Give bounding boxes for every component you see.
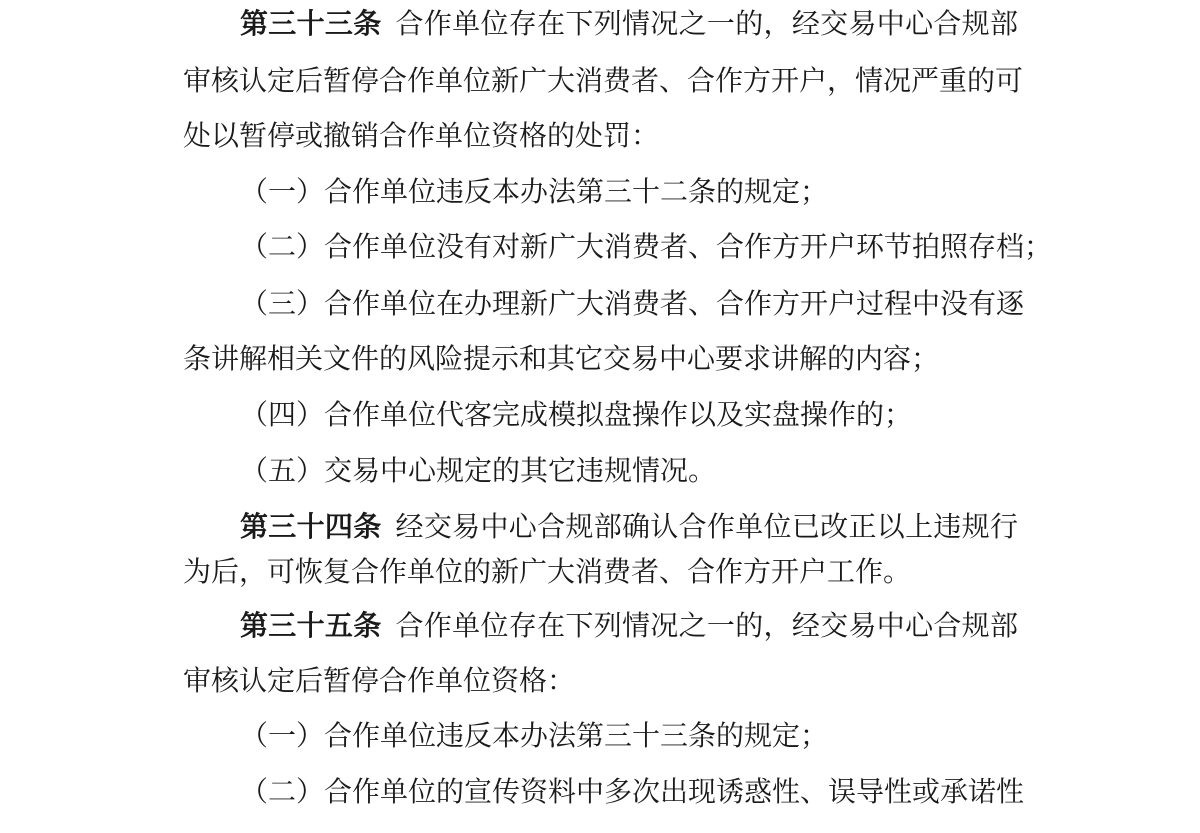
article-33-item-1: （一）合作单位违反本办法第三十二条的规定； — [240, 175, 829, 208]
article-33-line-2: 审核认定后暂停合作单位新广大消费者、合作方开户，情况严重的可 — [183, 64, 1024, 97]
article-33-first-line — [240, 5, 1018, 43]
article-33-item-3-line-1: （三）合作单位在办理新广大消费者、合作方开户过程中没有逐 — [240, 287, 1025, 320]
article-35-line-2: 审核认定后暂停合作单位资格： — [183, 664, 576, 697]
article-33-text: 合作单位存在下列情况之一的，经交易中心合规部 — [395, 7, 1018, 40]
article-33-item-5: （五）交易中心规定的其它违规情况。 — [240, 454, 717, 487]
article-34-first-line — [240, 508, 1018, 546]
article-33-title: 第三十三条 — [240, 7, 382, 40]
article-34-title: 第三十四条 — [240, 510, 382, 543]
article-35-first-line — [240, 607, 1018, 645]
article-35-item-1: （一）合作单位违反本办法第三十三条的规定； — [240, 719, 829, 752]
article-33-line-3: 处以暂停或撤销合作单位资格的处罚： — [183, 119, 660, 152]
article-35-item-2: （二）合作单位的宣传资料中多次出现诱惑性、误导性或承诺性 — [240, 775, 1025, 808]
article-34-line-2: 为后，可恢复合作单位的新广大消费者、合作方开户工作。 — [183, 555, 912, 588]
article-35-title: 第三十五条 — [240, 609, 382, 642]
article-35-text: 合作单位存在下列情况之一的，经交易中心合规部 — [395, 609, 1018, 642]
article-33-item-4: （四）合作单位代客完成模拟盘操作以及实盘操作的； — [240, 398, 913, 431]
article-33-item-3-line-2: 条讲解相关文件的风险提示和其它交易中心要求讲解的内容； — [183, 342, 940, 375]
article-34-text: 经交易中心合规部确认合作单位已改正以上违规行 — [395, 510, 1018, 543]
article-33-item-2: （二）合作单位没有对新广大消费者、合作方开户环节拍照存档； — [240, 230, 1053, 263]
